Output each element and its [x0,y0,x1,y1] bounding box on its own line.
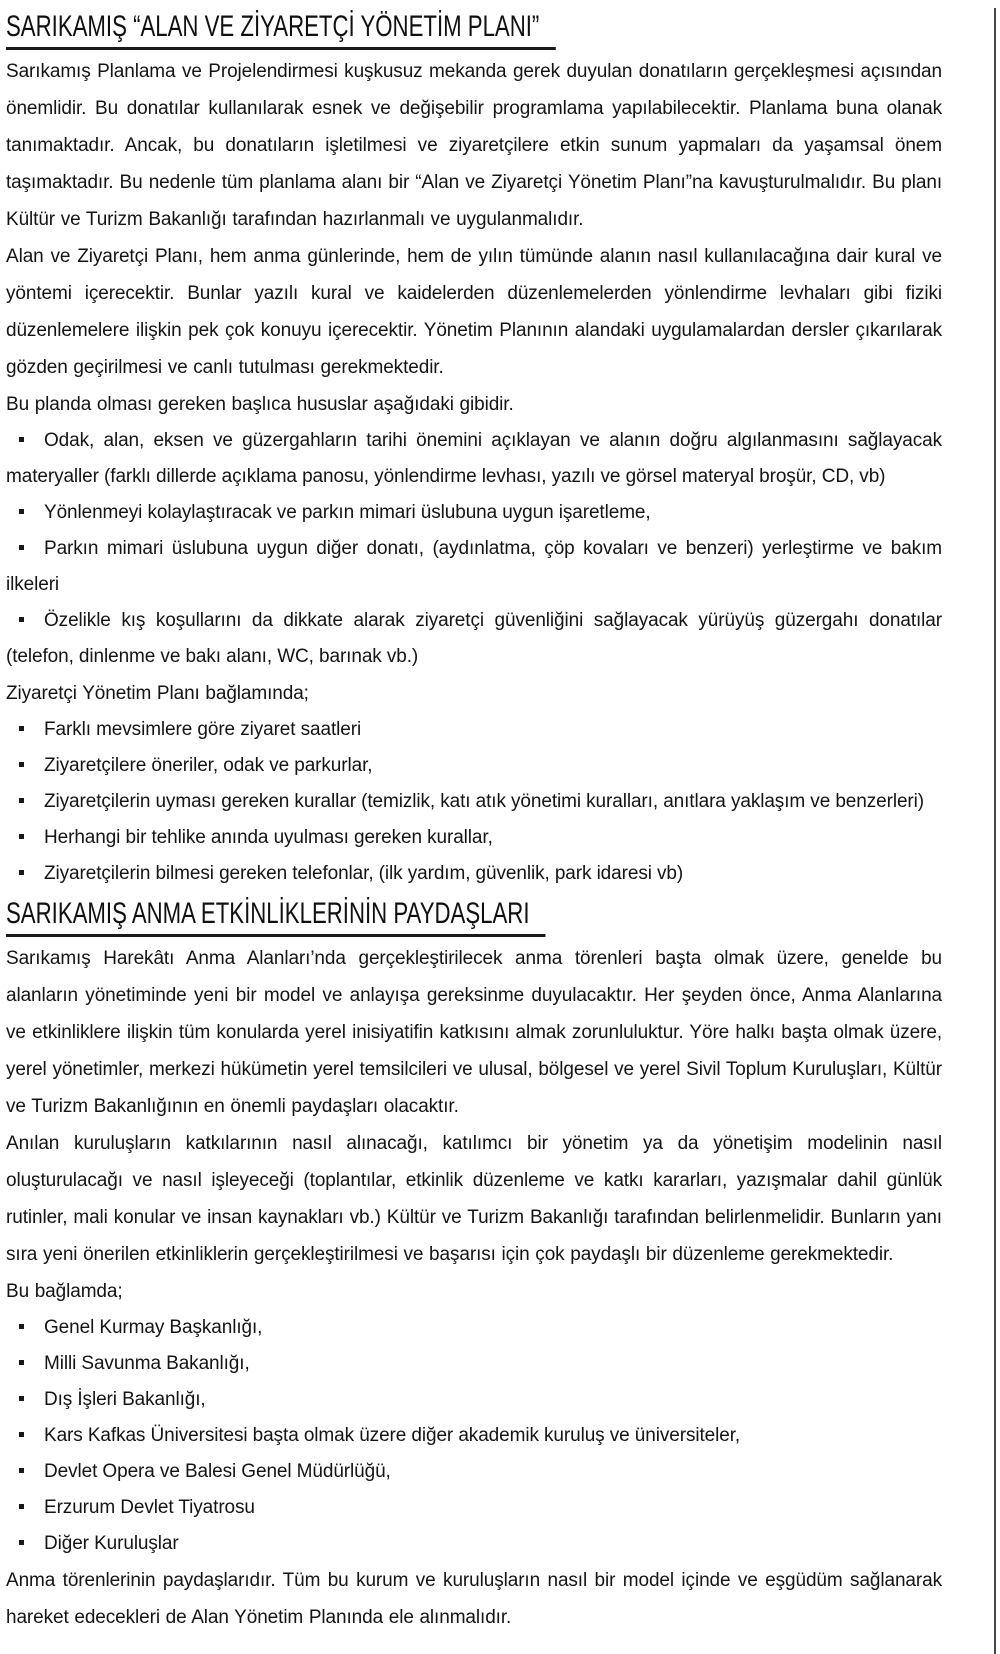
list-item-text: Ziyaretçilerin bilmesi gereken telefonlar, (ilk yardım, güvenlik, park idaresi vb) [44,863,684,884]
bullet-icon [19,726,24,731]
bullet-icon [19,1432,24,1437]
section-title-stakeholders [6,895,699,937]
bullet-icon [19,1504,24,1509]
list-item-text: Parkın mimari üslubuna uygun diğer donatı, (aydınlatma, çöp kovaları ve benzeri) yerleştirme ve bakım ilkeleri [6,538,942,595]
stakeholder-items-list [6,1310,942,1562]
section-title-plan-text: SARIKAMIŞ “ALAN VE ZİYARETÇİ YÖNETİM PLANI” [6,8,556,50]
list-item-text: Ziyaretçilere öneriler, odak ve parkurlar, [44,755,373,776]
bullet-icon [19,1360,24,1365]
bullet-icon [19,762,24,767]
list-item [6,1346,942,1382]
list-item [6,748,942,784]
list-item-text: Yönlenmeyi kolaylaştıracak ve parkın mimari üslubuna uygun işaretleme, [44,502,651,523]
list-item-text: Odak, alan, eksen ve güzergahların tarihi önemini açıklayan ve alanın doğru algılanmasını sağlayacak materyaller (farklı dillerde açıklama panosu, yönlendirme levhası, yazılı ve görsel materyal broşür, CD, vb) [6,430,942,487]
bullet-icon [19,1396,24,1401]
list-item [6,1526,942,1562]
list-item [6,1454,942,1490]
bullet-icon [19,509,24,514]
list-item [6,1382,942,1418]
section-title-plan [6,8,699,50]
list-item-text: Devlet Opera ve Balesi Genel Müdürlüğü, [44,1461,391,1482]
paragraph-closing: Anma törenlerinin paydaşlarıdır. Tüm bu kurum ve kuruluşların nasıl bir model içinde ve eşgüdüm sağlanarak hareket edecekleri de Alan Yönetim Planında ele alınmalıdır. [6,1570,942,1628]
paragraph-plan-list-lead: Bu planda olması gereken başlıca hususlar aşağıdaki gibidir. [6,394,514,415]
paragraph-stakeholders-process: Anılan kuruluşların katkılarının nasıl alınacağı, katılımcı bir yönetim ya da yönetişim modelinin nasıl oluşturulacağı ve nasıl işleyeceği (toplantılar, etkinlik düzenleme ve katkı kararları, yazışmalar dahil günlük rutinler, mali konular ve insan kaynakları vb.) Kültür ve Turizm Bakanlığı tarafından belirlenmelidir. Bunların yanı sıra yeni önerilen etkinliklerin gerçekleştirilmesi ve başarısı için çok paydaşlı bir düzenleme gerekmektedir. [6,1133,942,1265]
paragraph-context-lead: Bu bağlamda; [6,1281,123,1302]
list-item-text: Milli Savunma Bakanlığı, [44,1353,250,1374]
list-item-text: Erzurum Devlet Tiyatrosu [44,1497,255,1518]
bullet-icon [19,437,24,442]
paragraph-plan-intro: Sarıkamış Planlama ve Projelendirmesi kuşkusuz mekanda gerek duyulan donatıların gerçekleşmesi açısından önemlidir. Bu donatılar kullanılarak esnek ve değişebilir programlama yapılabilecektir. Planlama buna olanak tanımaktadır. Ancak, bu donatıların işletilmesi ve ziyaretçilere etkin sunum yapmaları da yaşamsal önem taşımaktadır. Bu nedenle tüm planlama alanı bir “Alan ve Ziyaretçi Yönetim Planı”na kavuşturulmalıdır. Bu planı Kültür ve Turizm Bakanlığı tarafından hazırlanmalı ve uygulanmalıdır. [6,61,942,230]
list-item [6,495,942,531]
list-item [6,784,942,820]
section-title-stakeholders-text: SARIKAMIŞ ANMA ETKİNLİKLERİNİN PAYDAŞLARI [6,895,546,937]
list-item [6,820,942,856]
bullet-icon [19,798,24,803]
list-item [6,1310,942,1346]
visitor-items-list [6,712,942,892]
list-item [6,603,942,675]
list-item [6,712,942,748]
bullet-icon [19,1540,24,1545]
list-item [6,1490,942,1526]
list-item-text: Ziyaretçilerin uyması gereken kurallar (temizlik, katı atık yönetimi kuralları, anıtlara yaklaşım ve benzerleri) [44,791,924,812]
list-item [6,1418,942,1454]
list-item [6,531,942,603]
bullet-icon [19,1468,24,1473]
list-item-text: Herhangi bir tehlike anında uyulması gereken kurallar, [44,827,493,848]
bullet-icon [19,870,24,875]
page-edge-line [994,8,996,1654]
list-item [6,423,942,495]
list-item-text: Genel Kurmay Başkanlığı, [44,1317,263,1338]
list-item-text: Diğer Kuruluşlar [44,1533,179,1554]
bullet-icon [19,545,24,550]
list-item-text: Farklı mevsimlere göre ziyaret saatleri [44,719,362,740]
bullet-icon [19,1324,24,1329]
list-item [6,856,942,892]
paragraph-stakeholders-model: Sarıkamış Harekâtı Anma Alanları’nda gerçekleştirilecek anma törenleri başta olmak üzere, genelde bu alanların yönetiminde yeni bir model ve anlayışa gereksinme duyulacaktır. Her şeyden önce, Anma Alanlarına ve etkinliklere ilişkin tüm konularda yerel inisiyatifin katkısını almak zorunluluktur. Yöre halkı başta olmak üzere, yerel yönetimler, merkezi hükümetin yerel temsilcileri ve ulusal, bölgesel ve yerel Sivil Toplum Kuruluşları, Kültür ve Turizm Bakanlığının en önemli paydaşları olacaktır. [6,948,942,1117]
paragraph-visitor-lead: Ziyaretçi Yönetim Planı bağlamında; [6,683,309,704]
paragraph-plan-content: Alan ve Ziyaretçi Planı, hem anma günlerinde, hem de yılın tümünde alanın nasıl kullanılacağına dair kural ve yöntemi içerecektir. Bunlar yazılı kural ve kaidelerden düzenlemelerden yönlendirme levhaları gibi fiziki düzenlemelere ilişkin pek çok konuyu içerecektir. Yönetim Planının alandaki uygulamalardan dersler çıkarılarak gözden geçirilmesi ve canlı tutulması gerekmektedir. [6,246,942,378]
list-item-text: Dış İşleri Bakanlığı, [44,1389,206,1410]
bullet-icon [19,834,24,839]
list-item-text: Özelikle kış koşullarını da dikkate alarak ziyaretçi güvenliğini sağlayacak yürüyüş güzergahı donatılar (telefon, dinlenme ve bakı alanı, WC, barınak vb.) [6,610,942,667]
list-item-text: Kars Kafkas Üniversitesi başta olmak üzere diğer akademik kuruluş ve üniversiteler, [44,1425,741,1446]
bullet-icon [19,617,24,622]
plan-items-list [6,423,942,675]
